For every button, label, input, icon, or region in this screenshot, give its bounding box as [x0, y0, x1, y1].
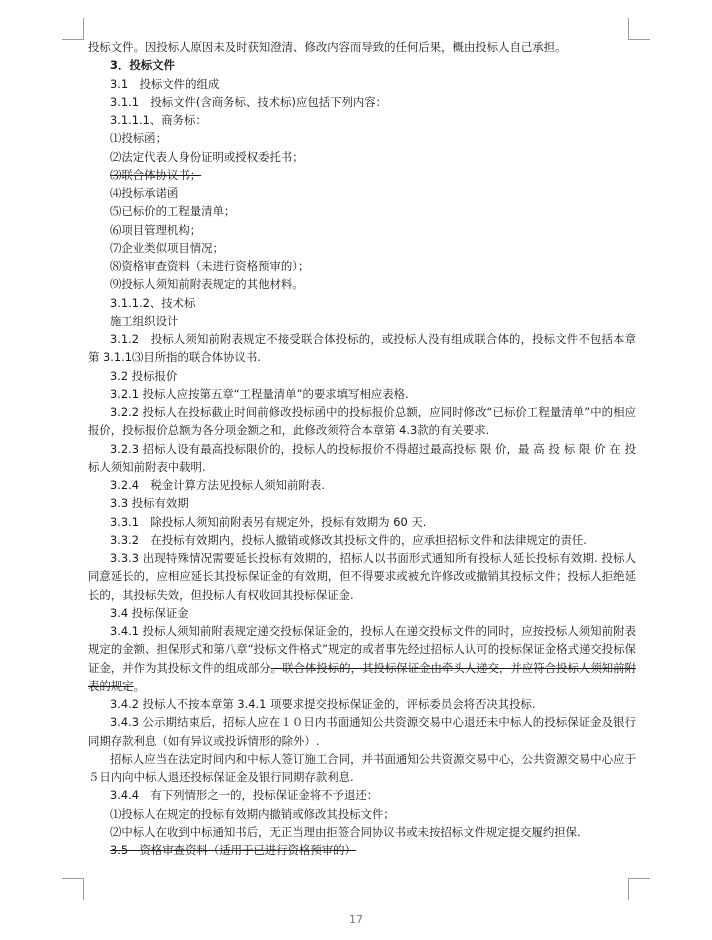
paragraph: 3.2.2 投标人在投标截止时间前修改投标函中的投标报价总额，应同时修改“已标价工程量清单”中的相应报价，投标报价总额为各分项金额之和，此修改须符合本章第 4.3款的有关要求. — [88, 405, 636, 438]
clause-line: 3.1.1.2、技术标 — [110, 295, 196, 310]
list-item: ⑴投标函； — [110, 131, 167, 146]
clause-line: 3.4.4 有下列情形之一的，投标保证金将不予退还： — [110, 788, 379, 803]
list-item: ⑷投标承诺函 — [110, 186, 179, 200]
list-item: ⑹项目管理机构； — [110, 222, 202, 237]
paragraph-text: 3.4.1 投标人须知前附表规定递交投标保证金的，投标人在递交投标文件的同时，应按投标人须知前附表规定的金额、担保形式和第八章“投标文件格式”规定的或者事先经过招标人认可的投标保证金格式递交投标保证金，并作为其投标文件的组成部分 — [88, 624, 636, 675]
list-item: ⑴投标人在规定的投标有效期内撤销或修改其投标文件； — [110, 806, 395, 821]
paragraph-continuation: 投标文件。因投标人原因未及时获知澄清、修改内容而导致的任何后果，概由投标人自己承担。 — [88, 40, 567, 54]
paragraph: 3.4.3 公示期结束后，招标人应在１０日内书面通知公共资源交易中心退还未中标人的投标保证金及银行同期存款利息（如有异议或投诉情形的除外）. — [88, 715, 636, 748]
struck-text: 。联合体投标的，其投标保证金由牵头人递交，并应符合投标人须知前附表的规定 — [88, 660, 636, 693]
list-item: ⑺企业类似项目情况； — [110, 240, 224, 255]
paragraph-text-end: 。 — [133, 678, 145, 693]
list-item: ⑵法定代表人身份证明或授权委托书； — [110, 149, 304, 164]
clause-line: 3.1.1.1、商务标： — [110, 113, 207, 127]
list-item-struck: ⑶联合体协议书； — [110, 167, 202, 182]
list-item: ⑼投标人须知前附表规定的其他材料。 — [110, 277, 304, 292]
paragraph-with-strikethrough — [88, 622, 636, 695]
list-item: ⑵中标人在收到中标通知书后，无正当理由拒签合同协议书或未按招标文件规定提交履约担保. — [110, 824, 581, 839]
list-item: ⑸已标价的工程量清单； — [110, 204, 236, 219]
list-item: ⑻资格审查资料（未进行资格预审的）； — [110, 259, 310, 273]
clause-line: 3.2.1 投标人应按第五章“工程量清单”的要求填写相应表格. — [110, 386, 409, 401]
document-body — [88, 38, 636, 859]
subsection-heading: 3.1 投标文件的组成 — [110, 76, 220, 91]
clause-line: 3.2.4 税金计算方法见投标人须知前附表. — [110, 478, 325, 492]
subsection-heading: 3.3 投标有效期 — [110, 496, 189, 511]
paragraph: 招标人应当在法定时间内和中标人签订施工合同，并书面通知公共资源交易中心，公共资源交易中心应于５日内向中标人退还投标保证金及银行同期存款利息. — [88, 751, 636, 784]
section-heading-bid-documents: 3．投标文件 — [110, 58, 175, 73]
subsection-heading: 3.4 投标保证金 — [110, 605, 189, 620]
page-number: 17 — [349, 913, 363, 926]
subsection-heading: 3.2 投标报价 — [110, 368, 178, 383]
clause-line: 3.3.2 在投标有效期内，投标人撤销或修改其投标文件的，应承担招标文件和法律规定的责任. — [110, 532, 587, 547]
clause-line: 3.3.1 除投标人须知前附表另有规定外，投标有效期为 60 天. — [110, 514, 427, 529]
clause-line: 施工组织设计 — [110, 313, 179, 328]
paragraph: 3.1.2 投标人须知前附表规定不接受联合体投标的，或投标人没有组成联合体的，投标文件不包括本章第 3.1.1⑶目所指的联合体协议书. — [88, 332, 636, 365]
paragraph: 3.2.3 招标人设有最高投标限价的，投标人的投标报价不得超过最高投标 限 价，最 高 投 标 限 价 在 投标人须知前附表中载明. — [88, 441, 636, 474]
clause-line: 3.1.1 投标文件(含商务标、技术标)应包括下列内容： — [110, 94, 388, 109]
subsection-heading-struck: 3.5 资格审查资料（适用于已进行资格预审的） — [110, 843, 356, 857]
paragraph: 3.3.3 出现特殊情况需要延长投标有效期的，招标人以书面形式通知所有投标人延长投标有效期. 投标人同意延长的，应相应延长其投标保证金的有效期，但不得要求或被允许修改或撤销其投标文件；投标人拒绝延长的，其投标失效，但投标人有权收回其投标保证金. — [88, 551, 636, 602]
clause-line: 3.4.2 投标人不按本章第 3.4.1 项要求提交投标保证金的，评标委员会将否决其投标. — [110, 697, 536, 711]
